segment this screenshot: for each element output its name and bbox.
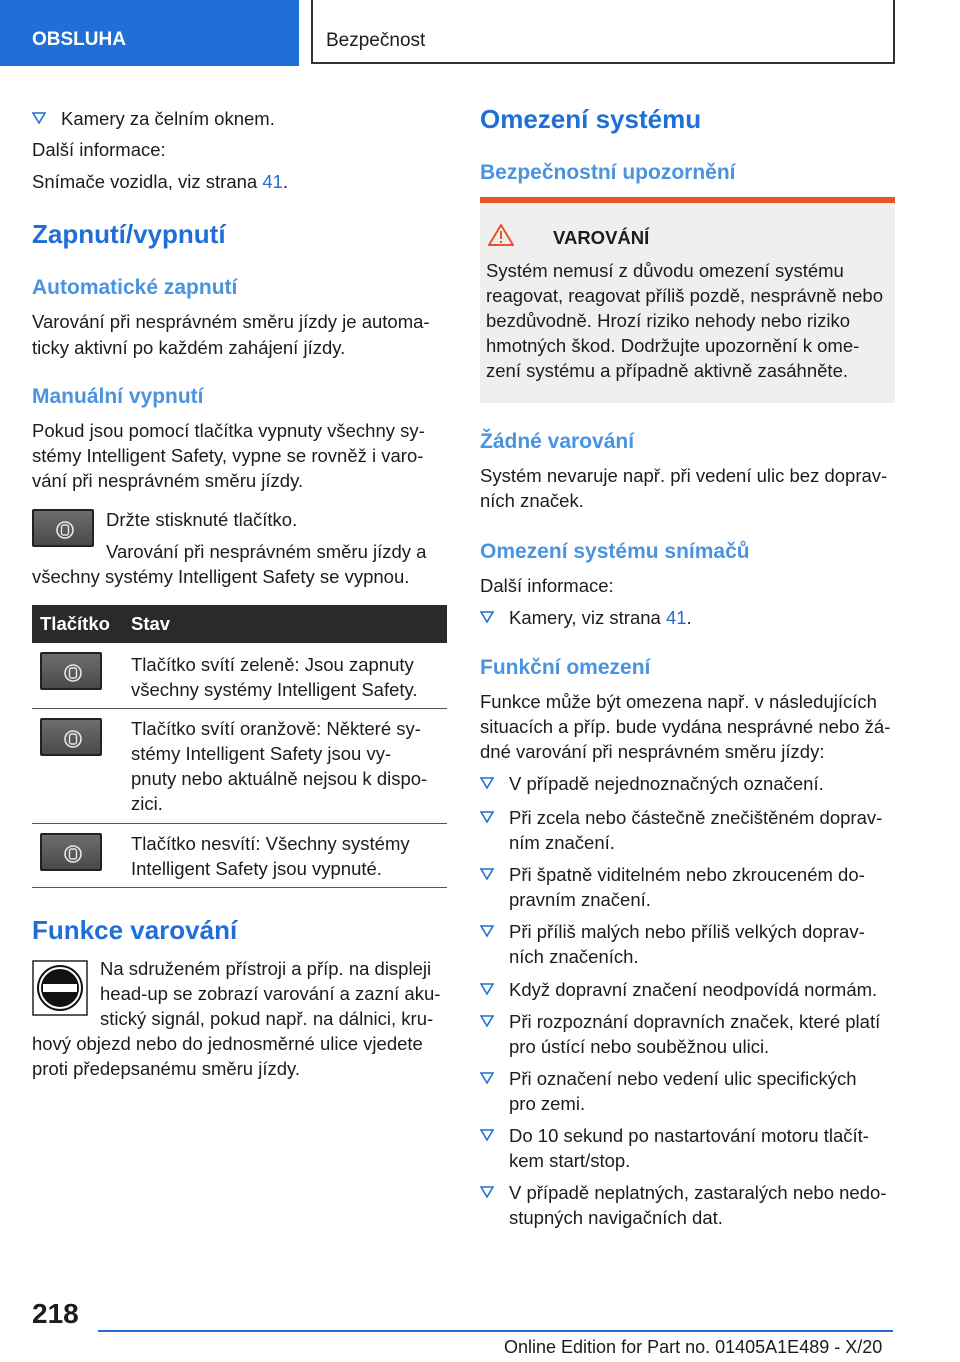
bullet-triangle-icon — [480, 810, 494, 824]
car-shield-icon — [63, 729, 83, 749]
off-text-line: Varování při nesprávném směru jízdy a — [106, 541, 427, 562]
heading-no-warning: Žádné varování — [480, 430, 635, 453]
no-warning-text-line: Systém nevaruje např. při vedení ulic bez doprav‐ — [480, 465, 888, 486]
car-shield-icon — [63, 844, 83, 864]
heading-warning-function: Funkce varování — [32, 915, 238, 945]
section-label: OBSLUHA — [0, 0, 299, 66]
bullet-triangle-icon — [32, 111, 46, 125]
page-title: Bezpečnost — [326, 30, 426, 51]
page-link-41[interactable]: 41 — [262, 171, 283, 192]
heading-system-limits: Omezení systému — [480, 104, 702, 134]
table-cell: Tlačítko nesvítí: Všechny systémy — [131, 833, 410, 854]
list-item — [480, 605, 895, 630]
list-item-text: ních značeních. — [509, 946, 639, 967]
manual-off-text-line: stémy Intelligent Safety, vypne se rovněž i varo‐ — [32, 445, 424, 466]
off-text-line: všechny systémy Intelligent Safety se vypnou. — [32, 566, 410, 587]
bullet-triangle-icon — [480, 1128, 494, 1142]
functional-limits-text-line: dné varování při nesprávném směru jízdy: — [480, 741, 825, 762]
table-cell: pnuty nebo aktuálně nejsou k dispo‐ — [131, 768, 428, 789]
table-row — [32, 643, 447, 708]
list-item-text: kem start/stop. — [509, 1150, 631, 1171]
table-cell: stémy Intelligent Safety jsou vy‐ — [131, 743, 392, 764]
heading-auto-on: Automatické zapnutí — [32, 276, 238, 299]
list-item — [480, 1180, 895, 1230]
cameras-end: . — [686, 607, 692, 628]
list-item-text: stupných navigačních dat. — [509, 1207, 723, 1228]
intelligent-safety-button-icon — [32, 509, 94, 547]
button-green-icon — [40, 652, 102, 690]
heading-sensor-limits: Omezení systému snímačů — [480, 540, 750, 563]
list-item-text: Při příliš malých nebo příliš velkých doprav‐ — [509, 921, 865, 942]
warning-fn-text-line: head-up se zobrazí varování a zazní aku‐ — [100, 983, 441, 1004]
column-header-state: Stav — [131, 613, 171, 634]
list-item — [480, 1123, 895, 1173]
functional-limits-text-line: situacích a příp. bude vydána nesprávné nebo žá‐ — [480, 716, 891, 737]
list-item — [480, 771, 895, 796]
warning-box — [480, 197, 895, 403]
header-underline — [311, 62, 895, 64]
table-row — [32, 824, 447, 887]
functional-limits-text-line: Funkce může být omezena např. v následujících — [480, 691, 877, 712]
list-item-text: Při zcela nebo částečně znečištěném doprav‐ — [509, 807, 883, 828]
warning-fn-text-line: proti předepsanému směru jízdy. — [32, 1058, 301, 1079]
auto-on-text-line: Varování při nesprávném směru jízdy je automa‐ — [32, 311, 430, 332]
page-number: 218 — [32, 1298, 79, 1329]
hold-button-text: Držte stisknuté tlačítko. — [106, 509, 298, 530]
more-info-label: Další informace: — [480, 575, 614, 596]
bullet-triangle-icon — [480, 776, 494, 790]
warning-fn-text-line: hový objezd nebo do jednosměrné ulice vjedete — [32, 1033, 423, 1054]
list-item-text: pro zemi. — [509, 1093, 586, 1114]
heading-functional-limits: Funkční omezení — [480, 656, 651, 679]
table-cell: zici. — [131, 793, 163, 814]
bullet-triangle-icon — [480, 1071, 494, 1085]
heading-manual-off: Manuální vypnutí — [32, 385, 204, 408]
footer-rule — [98, 1330, 893, 1332]
car-shield-icon — [55, 520, 75, 540]
list-item — [480, 1066, 895, 1116]
heading-on-off: Zapnutí/vypnutí — [32, 219, 226, 249]
warning-triangle-icon — [488, 224, 514, 246]
no-warning-text-line: ních značek. — [480, 490, 584, 511]
row-divider — [32, 887, 447, 888]
warning-bar — [480, 197, 895, 203]
list-item-text: pravním značení. — [509, 889, 651, 910]
list-item — [480, 977, 895, 1002]
warning-text-line: zení systému a případně aktivně zasáhněte. — [486, 360, 848, 381]
edition-label: Online Edition for Part no. 01405A1E489 - X/20 — [504, 1337, 883, 1357]
table-cell: všechny systémy Intelligent Safety. — [131, 679, 418, 700]
table-row — [32, 709, 447, 823]
warning-text-line: Systém nemusí z důvodu omezení systému — [486, 260, 844, 281]
header-divider — [311, 0, 313, 64]
list-item — [480, 919, 895, 969]
sensors-end: . — [282, 171, 289, 192]
heading-safety-notes: Bezpečnostní upozornění — [480, 161, 736, 184]
table-cell: Intelligent Safety jsou vypnuté. — [131, 858, 382, 879]
list-item-text: V případě neplatných, zastaralých nebo nedo‐ — [509, 1182, 887, 1203]
bullet-triangle-icon — [480, 1185, 494, 1199]
list-item — [32, 106, 447, 131]
list-item — [480, 1009, 895, 1059]
list-item-text: Kamery za čelním oknem. — [61, 108, 275, 129]
list-item-text: Při rozpoznání dopravních značek, které platí — [509, 1011, 881, 1032]
sensors-text: Snímače vozidla, viz strana — [32, 171, 263, 192]
cameras-text: Kamery, viz strana — [509, 607, 666, 628]
list-item-text: pro ústící nebo souběžnou ulici. — [509, 1036, 770, 1057]
button-orange-icon — [40, 718, 102, 756]
no-entry-sign-icon — [32, 960, 88, 1016]
warning-fn-text-line: stický signál, pokud např. na dálnici, kru‐ — [100, 1008, 434, 1029]
bullet-triangle-icon — [480, 867, 494, 881]
list-item-text: Při označení nebo vedení ulic specifických — [509, 1068, 857, 1089]
column-header-button: Tlačítko — [40, 613, 110, 634]
sensors-reference — [32, 169, 288, 194]
manual-off-text-line: vání při nesprávném směru jízdy. — [32, 470, 304, 491]
warning-fn-text-line: Na sdruženém přístroji a příp. na displeji — [100, 958, 432, 979]
table-cell: Tlačítko svítí zeleně: Jsou zapnuty — [131, 654, 414, 675]
car-shield-icon — [63, 663, 83, 683]
list-item-text: ním značení. — [509, 832, 615, 853]
page-link-41[interactable]: 41 — [665, 607, 687, 628]
warning-text-line: reagovat, reagovat příliš pozdě, nesprávně nebo — [486, 285, 883, 306]
more-info-label: Další informace: — [32, 139, 166, 160]
button-off-icon — [40, 833, 102, 871]
manual-off-text-line: Pokud jsou pomocí tlačítka vypnuty všechny sy‐ — [32, 420, 425, 441]
warning-text-line: bezdůvodně. Hrozí riziko nehody nebo riziko — [486, 310, 851, 331]
header-divider-right — [893, 0, 895, 64]
auto-on-text-line: ticky aktivní po každém zahájení jízdy. — [32, 337, 346, 358]
warning-text-line: hmotných škod. Dodržujte upozornění k ome‐ — [486, 335, 860, 356]
bullet-triangle-icon — [480, 924, 494, 938]
bullet-triangle-icon — [480, 610, 494, 624]
list-item-text: Do 10 sekund po nastartování motoru tlačít‐ — [509, 1125, 869, 1146]
list-item — [480, 862, 895, 912]
page-header — [0, 0, 960, 66]
table-header — [32, 605, 447, 643]
bullet-triangle-icon — [480, 1014, 494, 1028]
list-item-text: V případě nejednoznačných označení. — [509, 773, 824, 794]
list-item-text: Při špatně viditelném nebo zkrouceném do‐ — [509, 864, 865, 885]
list-item — [480, 805, 895, 855]
bullet-triangle-icon — [480, 982, 494, 996]
table-cell: Tlačítko svítí oranžově: Některé sy‐ — [131, 718, 421, 739]
warning-title: VAROVÁNÍ — [553, 227, 650, 248]
list-item-text: Když dopravní značení neodpovídá normám. — [509, 979, 878, 1000]
